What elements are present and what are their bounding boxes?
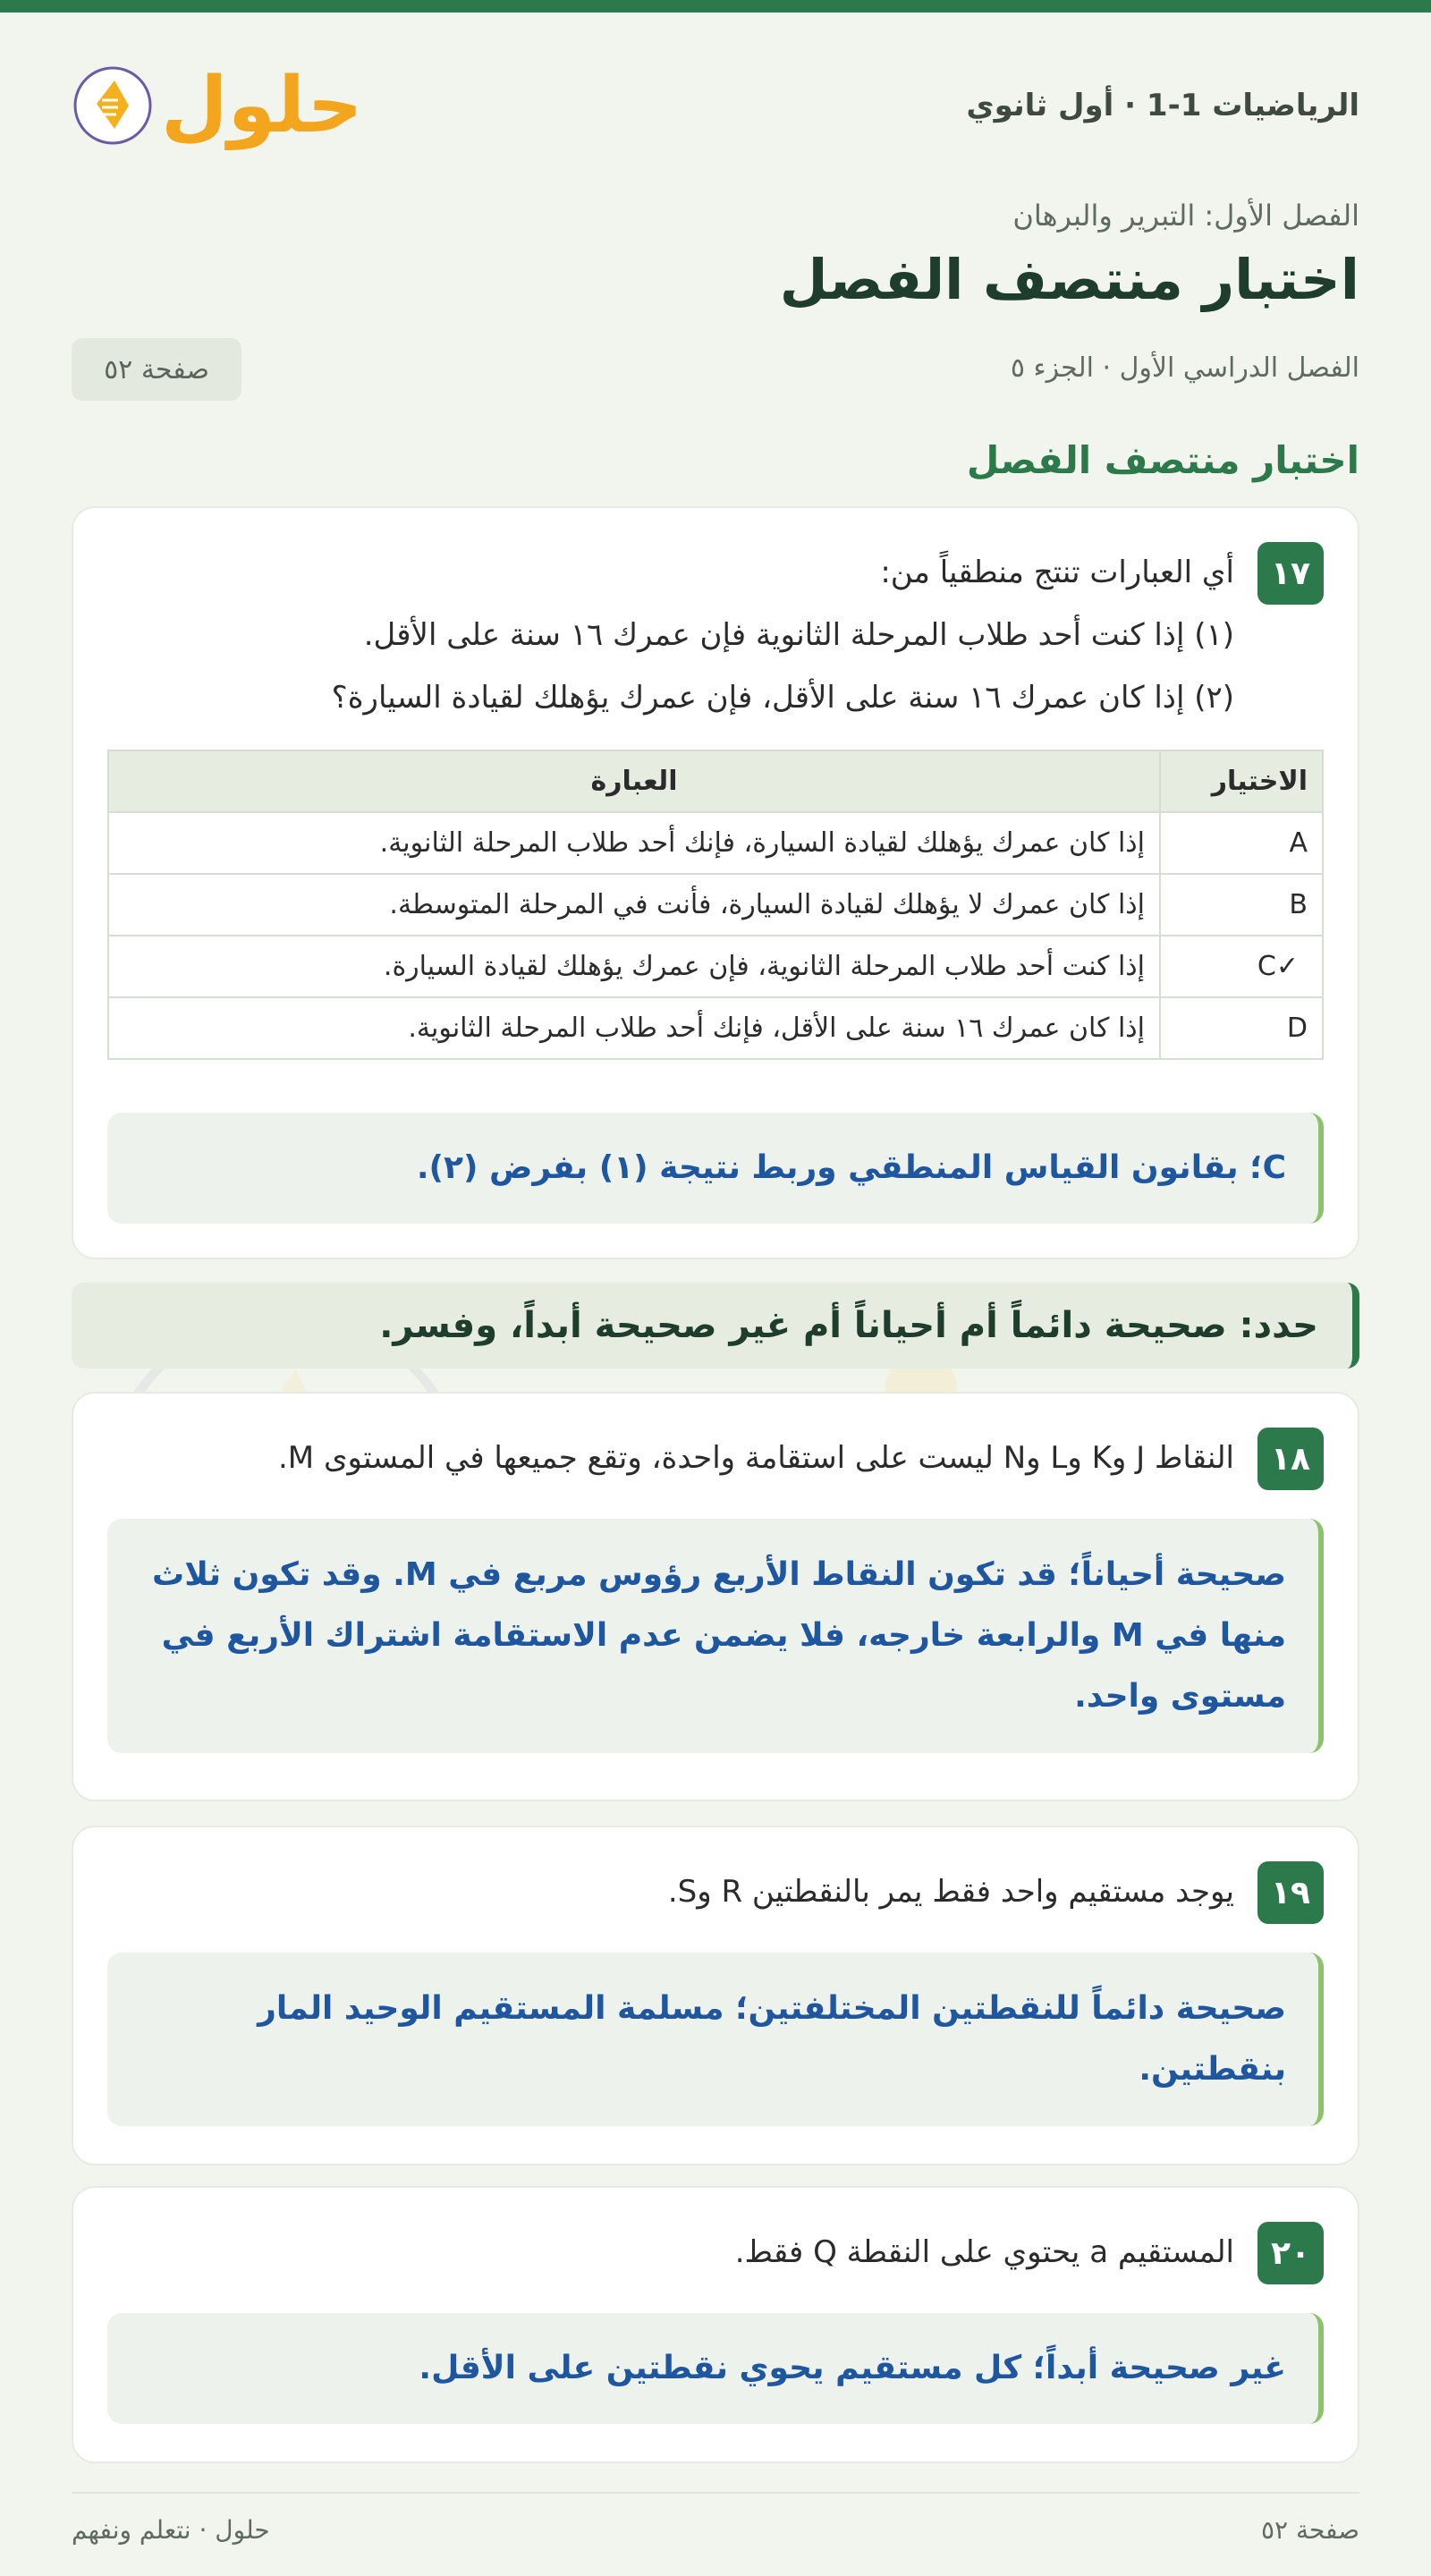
premise-statement-1: (١) إذا كنت أحد طلاب المرحلة الثانوية فإن عمرك ١٦ سنة على الأقل. [363, 617, 1234, 653]
course-title: الرياضيات 1-1 · أول ثانوي [966, 88, 1359, 123]
page-badge: صفحة ٥٢ [72, 338, 241, 401]
question-number: ٢٠ [1257, 2222, 1324, 2284]
question-number: ١٨ [1257, 1428, 1324, 1490]
answer-line: مستوى واحد. [1074, 1678, 1286, 1715]
question-prompt: أي العبارات تنتج منطقياً من: [880, 555, 1234, 590]
question-prompt: يوجد مستقيم واحد فقط يمر بالنقطتين R وS. [667, 1874, 1234, 1910]
answer-line: منها في M والرابعة خارجه، فلا يضمن عدم الاستقامة اشتراك الأربع في [161, 1617, 1286, 1654]
option-letter: D [1286, 1013, 1308, 1044]
term-label: الفصل الدراسي الأول · الجزء ٥ [1010, 352, 1359, 384]
question-prompt: المستقيم a يحتوي على النقطة Q فقط. [734, 2234, 1234, 2270]
option-text: إذا كان عمرك لا يؤهلك لقيادة السيارة، فأنت في المرحلة المتوسطة. [108, 874, 1160, 936]
top-accent-bar [0, 0, 1431, 13]
table-row[interactable] [108, 812, 1323, 874]
option-letter: B [1289, 889, 1308, 920]
column-header-statement: العبارة [108, 750, 1160, 812]
question-card-19 [72, 1826, 1359, 2165]
option-letter-cell [1160, 997, 1323, 1059]
page-title: اختبار منتصف الفصل [779, 247, 1359, 312]
page [72, 13, 1359, 2545]
premise-statement-2: (٢) إذا كان عمرك ١٦ سنة على الأقل، فإن عمرك يؤهلك لقيادة السيارة؟ [331, 680, 1234, 716]
question-card-17 [72, 506, 1359, 1259]
question-card-20 [72, 2186, 1359, 2463]
question-prompt: النقاط J وK وL وN ليست على استقامة واحدة، وتقع جميعها في المستوى M. [277, 1440, 1234, 1476]
question-number: ١٧ [1257, 542, 1324, 605]
chapter-label: الفصل الأول: التبرير والبرهان [1012, 199, 1359, 233]
question-number: ١٩ [1257, 1861, 1324, 1924]
answer-box: C؛ بقانون القياس المنطقي وربط نتيجة (١) بفرض (٢). [107, 1113, 1324, 1224]
option-text: إذا كنت أحد طلاب المرحلة الثانوية، فإن عمرك يؤهلك لقيادة السيارة. [108, 936, 1160, 997]
choices-table [107, 750, 1324, 1060]
footer-page-number: صفحة ٥٢ [1260, 2515, 1359, 2545]
answer-line: صحيحة أحياناً؛ قد تكون النقاط الأربع رؤوس مربع في M. وقد تكون ثلاث [152, 1556, 1286, 1593]
option-letter-cell [1160, 874, 1323, 936]
answer-box [107, 1519, 1324, 1753]
brand-logo[interactable] [72, 61, 363, 150]
option-text: إذا كان عمرك ١٦ سنة على الأقل، فإنك أحد طلاب المرحلة الثانوية. [108, 997, 1160, 1059]
answer-box: غير صحيحة أبداً؛ كل مستقيم يحوي نقطتين على الأقل. [107, 2313, 1324, 2424]
logo-emblem-icon [72, 64, 154, 147]
footer-brand: حلول · نتعلم ونفهم [72, 2515, 270, 2545]
option-letter-cell [1160, 936, 1323, 997]
option-letter: C [1257, 951, 1276, 982]
section-heading: اختبار منتصف الفصل [966, 438, 1359, 482]
option-text: إذا كان عمرك يؤهلك لقيادة السيارة، فإنك أحد طلاب المرحلة الثانوية. [108, 812, 1160, 874]
option-letter-cell [1160, 812, 1323, 874]
question-card-18 [72, 1392, 1359, 1801]
header [72, 13, 1359, 209]
option-letter: A [1289, 827, 1308, 859]
table-row[interactable] [108, 997, 1323, 1059]
footer-divider [72, 2492, 1359, 2494]
table-row[interactable] [108, 874, 1323, 936]
answer-line: صحيحة دائماً للنقطتين المختلفتين؛ مسلمة المستقيم الوحيد المار [258, 1990, 1286, 2027]
column-header-choice: الاختيار [1160, 750, 1323, 812]
answer-line: بنقطتين. [1139, 2051, 1286, 2088]
answer-box [107, 1953, 1324, 2126]
table-row[interactable] [108, 936, 1323, 997]
logo-wordmark: حلول [161, 61, 363, 150]
table-header-row [108, 750, 1323, 812]
checkmark-icon: ✓ [1275, 951, 1299, 982]
instruction-banner: حدد: صحيحة دائماً أم أحياناً أم غير صحيحة أبداً، وفسر. [72, 1283, 1359, 1368]
